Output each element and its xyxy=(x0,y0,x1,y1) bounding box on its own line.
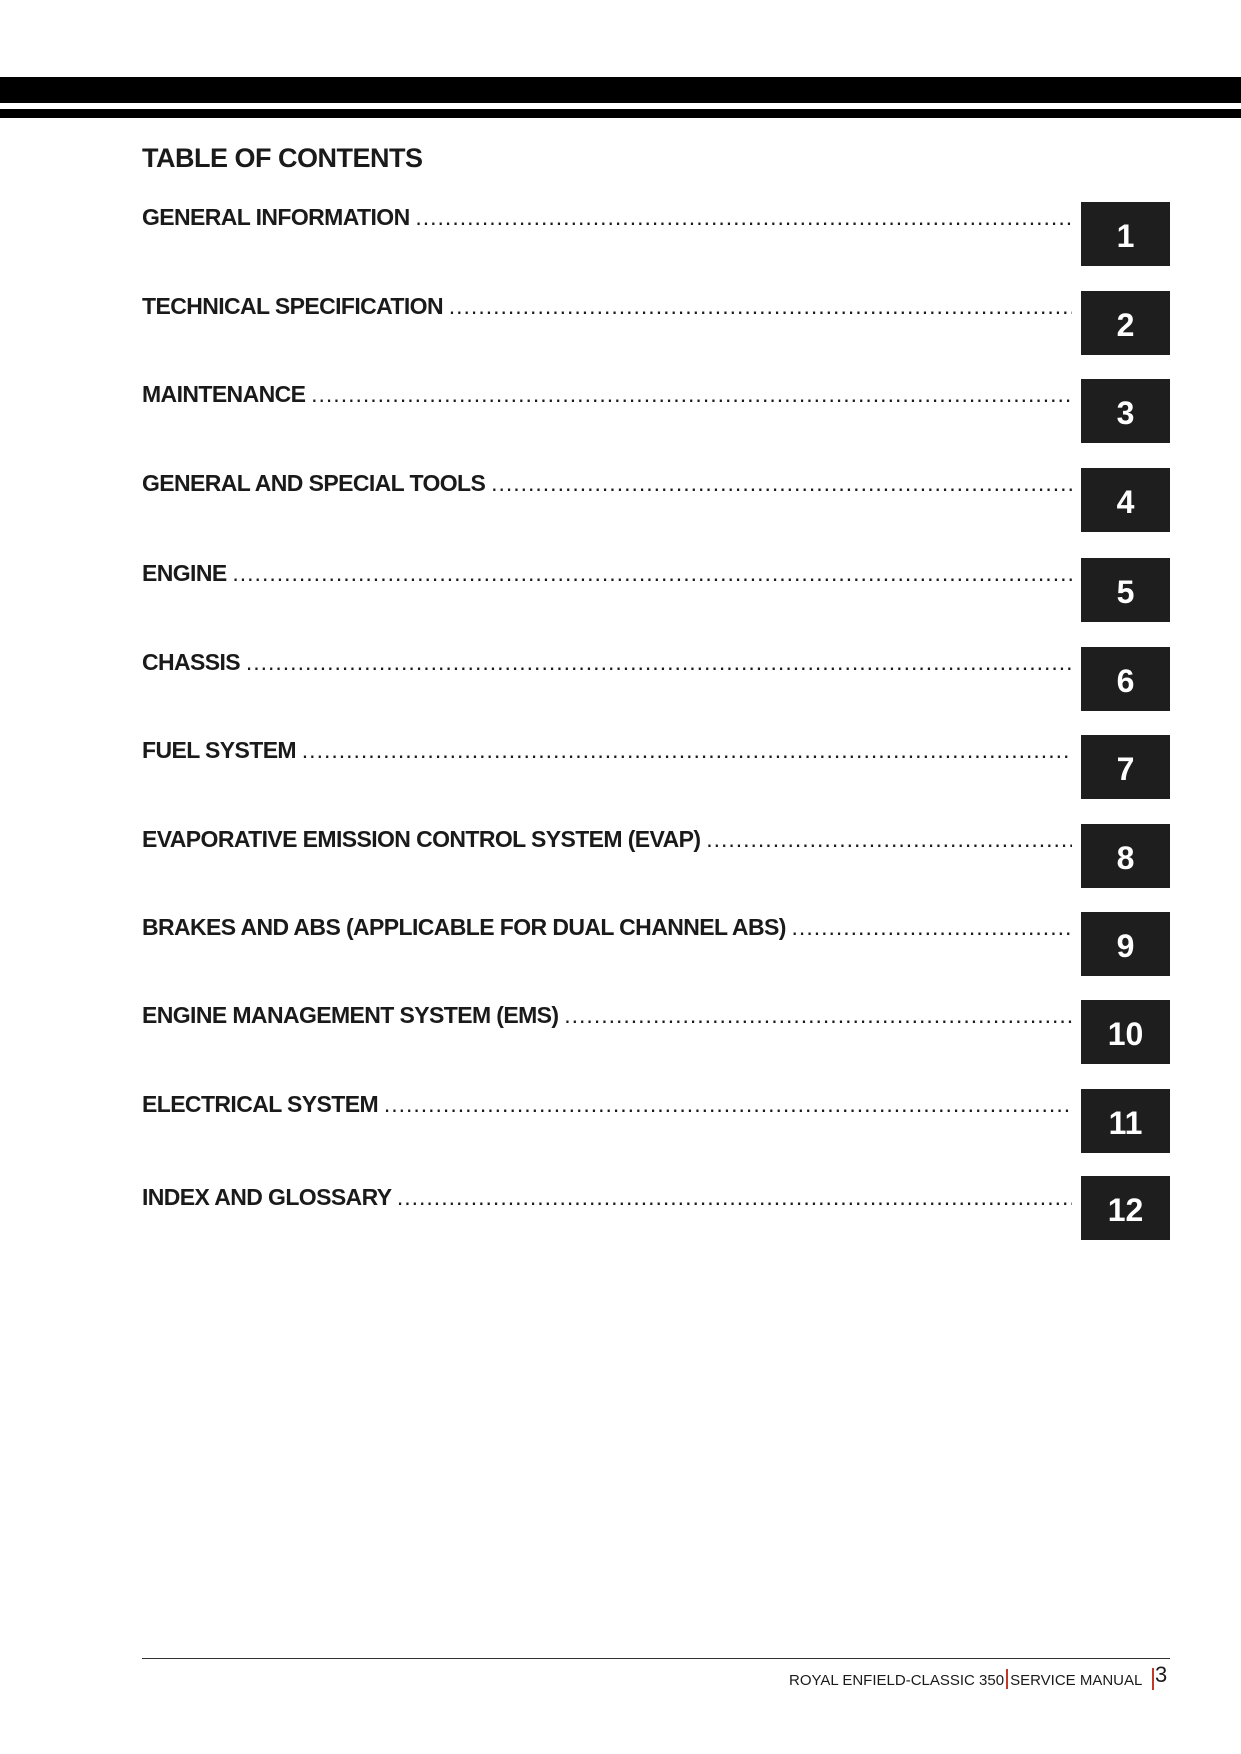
toc-entry[interactable] xyxy=(142,379,1170,443)
chapter-number-tab[interactable]: 4 xyxy=(1081,468,1170,532)
dot-leader xyxy=(246,649,1072,675)
toc-entry-label: EVAPORATIVE EMISSION CONTROL SYSTEM (EVAP) xyxy=(142,826,701,852)
chapter-number-tab[interactable]: 6 xyxy=(1081,647,1170,711)
header-bar-thick xyxy=(0,77,1241,103)
dot-leader xyxy=(232,560,1072,586)
toc-entry[interactable] xyxy=(142,735,1170,799)
toc-entry[interactable] xyxy=(142,1000,1170,1064)
toc-entry-label: GENERAL AND SPECIAL TOOLS xyxy=(142,470,486,496)
toc-entry-label: ELECTRICAL SYSTEM xyxy=(142,1091,379,1117)
toc-entry-label: MAINTENANCE xyxy=(142,381,306,407)
page-number: 3 xyxy=(1155,1662,1168,1687)
header-bar-thin xyxy=(0,109,1241,118)
chapter-number-tab[interactable]: 8 xyxy=(1081,824,1170,888)
chapter-number-tab[interactable]: 9 xyxy=(1081,912,1170,976)
dot-leader xyxy=(792,914,1072,940)
toc-entry-label: CHASSIS xyxy=(142,649,241,675)
toc-entry-label: INDEX AND GLOSSARY xyxy=(142,1184,392,1210)
toc-entry[interactable] xyxy=(142,1176,1170,1240)
dot-leader xyxy=(397,1184,1072,1210)
dot-leader xyxy=(564,1002,1072,1028)
footer-separator xyxy=(1006,1669,1008,1689)
toc-entry-label: ENGINE MANAGEMENT SYSTEM (EMS) xyxy=(142,1002,559,1028)
toc-entry-label: ENGINE xyxy=(142,560,227,586)
toc-entry-label: BRAKES AND ABS (APPLICABLE FOR DUAL CHANNEL ABS) xyxy=(142,914,786,940)
chapter-number-tab[interactable]: 12 xyxy=(1081,1176,1170,1240)
footer-running-title xyxy=(789,1668,1154,1690)
toc-entry-label: FUEL SYSTEM xyxy=(142,737,296,763)
chapter-number-tab[interactable]: 10 xyxy=(1081,1000,1170,1064)
toc-entry[interactable] xyxy=(142,912,1170,976)
toc-entry[interactable] xyxy=(142,468,1170,532)
page-title: TABLE OF CONTENTS xyxy=(142,143,423,173)
chapter-number-tab[interactable]: 2 xyxy=(1081,291,1170,355)
chapter-number-tab[interactable]: 5 xyxy=(1081,558,1170,622)
dot-leader xyxy=(302,737,1072,763)
dot-leader xyxy=(384,1091,1072,1117)
toc-entry[interactable] xyxy=(142,202,1170,266)
footer-rule xyxy=(142,1658,1170,1659)
chapter-number-tab[interactable]: 1 xyxy=(1081,202,1170,266)
toc-entry[interactable] xyxy=(142,647,1170,711)
dot-leader xyxy=(449,293,1072,319)
chapter-number-tab[interactable]: 3 xyxy=(1081,379,1170,443)
toc-entry[interactable] xyxy=(142,1089,1170,1153)
dot-leader xyxy=(415,204,1072,230)
footer-section-title: SERVICE MANUAL xyxy=(1010,1672,1143,1689)
toc-entry-label: TECHNICAL SPECIFICATION xyxy=(142,293,443,319)
chapter-number-tab[interactable]: 11 xyxy=(1081,1089,1170,1153)
toc-entry[interactable] xyxy=(142,558,1170,622)
chapter-number-tab[interactable]: 7 xyxy=(1081,735,1170,799)
toc-entry[interactable] xyxy=(142,291,1170,355)
dot-leader xyxy=(491,470,1072,496)
dot-leader xyxy=(706,826,1072,852)
toc-entry[interactable] xyxy=(142,824,1170,888)
dot-leader xyxy=(311,381,1072,407)
toc-entry-label: GENERAL INFORMATION xyxy=(142,204,410,230)
footer-book-title: ROYAL ENFIELD-CLASSIC 350 xyxy=(789,1672,1005,1689)
